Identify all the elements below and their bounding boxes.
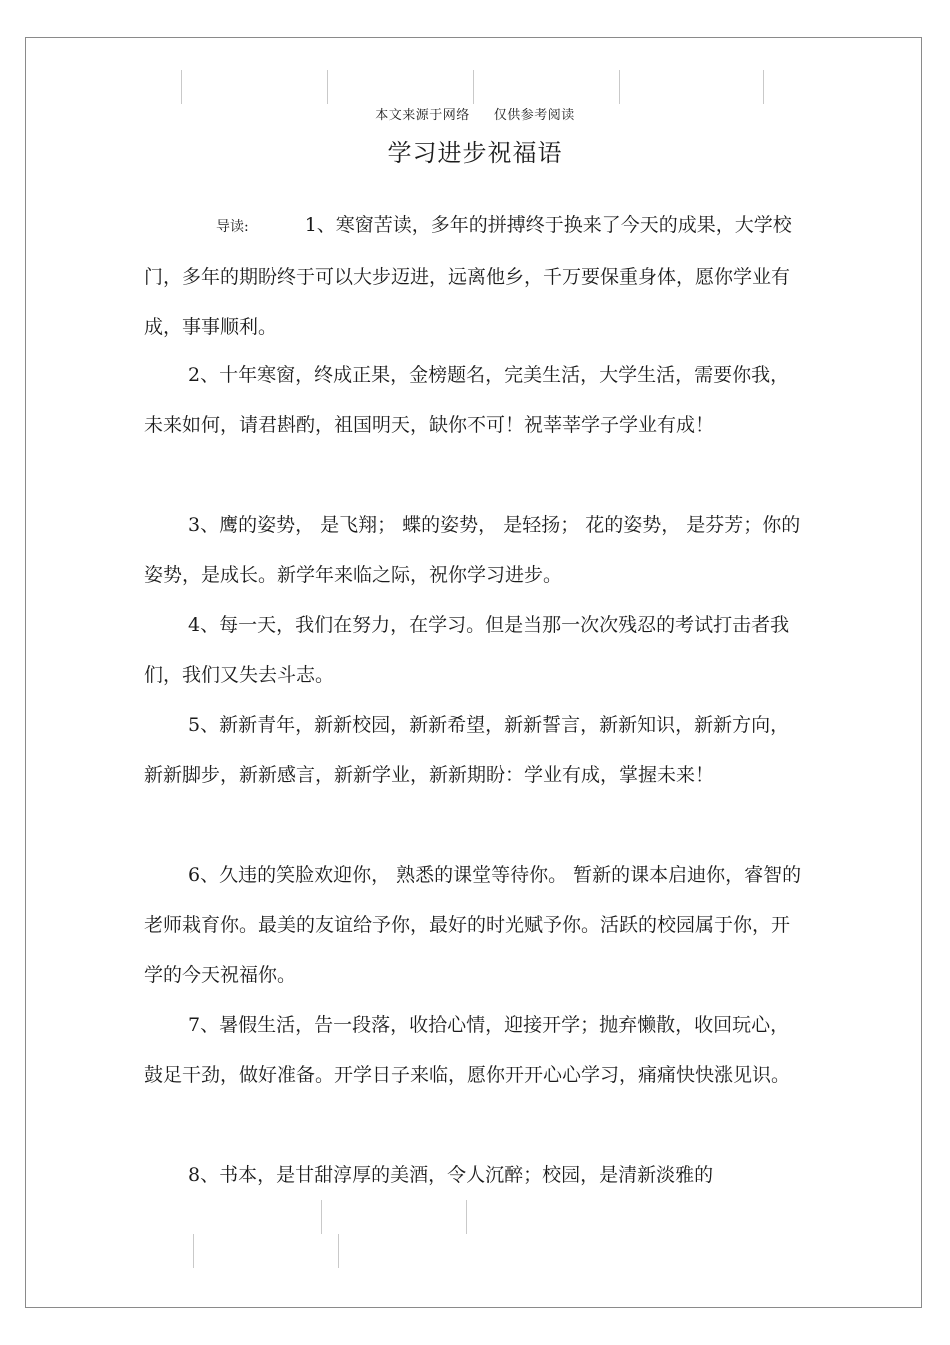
guide-line xyxy=(619,70,620,104)
paragraph-text: 1、寒窗苦读，多年的拼搏终于换来了今天的成果，大学校门，多年的期盼终于可以大步迈进，远离他乡，千万要保重身体，愿你学业有成，事事顺利。 xyxy=(144,214,792,338)
guide-line xyxy=(763,70,764,104)
source-note xyxy=(0,104,950,123)
guide-line xyxy=(338,1234,339,1268)
paragraph-5: 5、新新青年，新新校园，新新希望，新新誓言，新新知识，新新方向，新新脚步，新新感言，新新学业，新新期盼：学业有成，掌握未来！ xyxy=(144,714,790,786)
paragraph-3: 3、鹰的姿势， 是飞翔； 蝶的姿势， 是轻扬； 花的姿势， 是芬芳；你的姿势，是成长。新学年来临之际，祝你学习进步。 xyxy=(144,514,801,586)
lead-label: 导读: xyxy=(216,219,249,235)
guide-line xyxy=(473,70,474,104)
paragraph-7: 7、暑假生活，告一段落，收拾心情，迎接开学；抛弃懒散，收回玩心，鼓足干劲，做好准备。开学日子来临，愿你开开心心学习，痛痛快快涨见识。 xyxy=(144,1014,791,1086)
source-text: 本文来源于网络 xyxy=(375,108,470,123)
guide-line xyxy=(193,1234,194,1268)
guide-line xyxy=(327,70,328,104)
reference-text: 仅供参考阅读 xyxy=(493,108,575,123)
guide-line xyxy=(181,70,182,104)
paragraph-6: 6、久违的笑脸欢迎你， 熟悉的课堂等待你。 暂新的课本启迪你，睿智的老师栽育你。最美的友谊给予你，最好的时光赋予你。活跃的校园属于你，开学的今天祝福你。 xyxy=(144,864,802,986)
paragraph-4: 4、每一天，我们在努力，在学习。但是当那一次次残忍的考试打击者我们，我们又失去斗志。 xyxy=(144,614,790,686)
document-title: 学习进步祝福语 xyxy=(387,139,563,167)
paragraph-8: 8、书本，是甘甜淳厚的美酒，令人沉醉；校园，是清新淡雅的 xyxy=(188,1164,714,1186)
guide-line xyxy=(321,1200,322,1234)
paragraph-2: 2、十年寒窗，终成正果，金榜题名，完美生活，大学生活，需要你我，未来如何，请君斟酌，祖国明天，缺你不可！祝莘莘学子学业有成！ xyxy=(144,364,790,436)
paragraph-1 xyxy=(144,200,804,352)
guide-line xyxy=(466,1200,467,1234)
